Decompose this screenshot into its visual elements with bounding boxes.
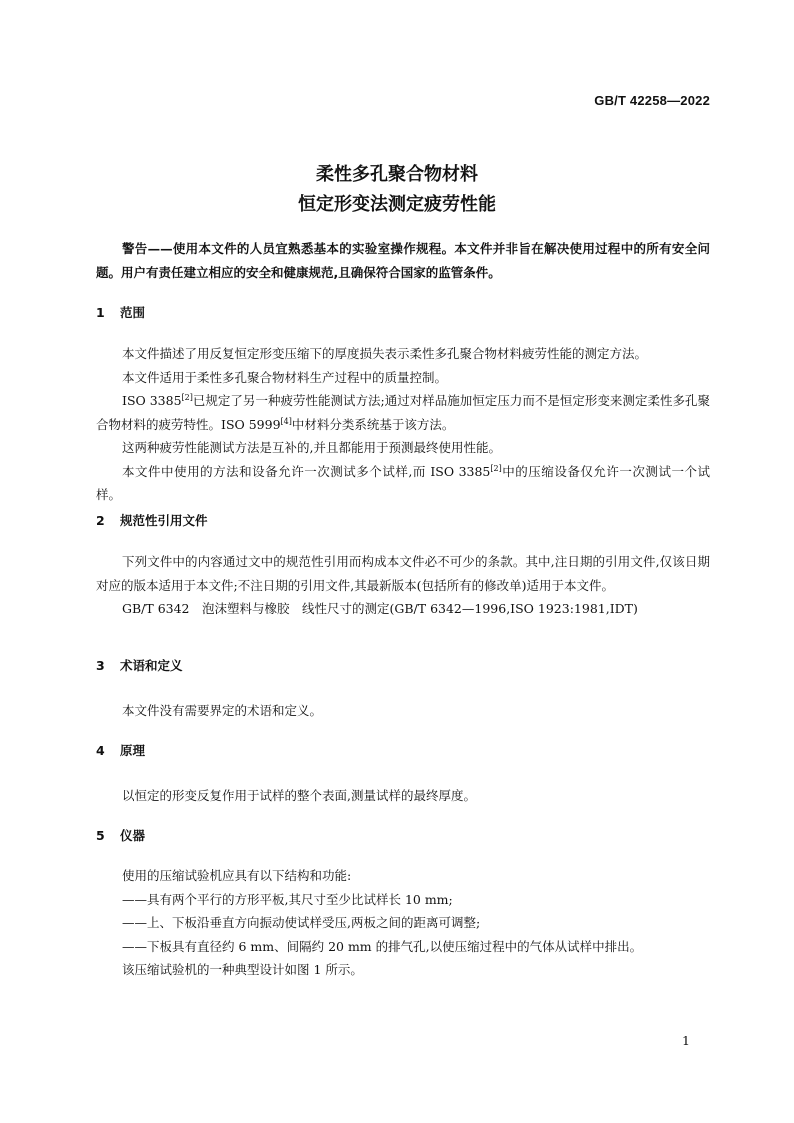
paragraph: 这两种疲劳性能测试方法是互补的,并且都能用于预测最终使用性能。 [122,440,501,455]
section-2-heading [96,512,208,530]
text: 已规定了另一种疲劳性能测试方法;通过对样品施加恒定压力而不是恒定形变来测定柔性多孔聚合物材料的疲劳特性。ISO 5999 [96,393,710,432]
paragraph: 以恒定的形变反复作用于试样的整个表面,测量试样的最终厚度。 [122,788,476,803]
text: 中的压缩设备仅允许一次测试一个试样。 [96,463,710,502]
section-4-body [96,784,710,808]
paragraph: 该压缩试验机的一种典型设计如图 1 所示。 [122,962,363,977]
reference-link[interactable]: [2] [490,463,502,473]
text: ISO 3385 [122,393,182,408]
section-3-heading [96,657,183,675]
reference-link[interactable]: [4] [280,416,292,426]
paragraph [96,460,710,507]
section-number: 3 [96,658,105,673]
section-number: 4 [96,743,105,758]
paragraph: 本文件没有需要界定的术语和定义。 [122,703,323,718]
title-line-2: 恒定形变法测定疲劳性能 [298,194,496,215]
section-title: 规范性引用文件 [120,513,208,528]
document-title [0,160,794,220]
section-number: 2 [96,513,105,528]
section-1-body [96,342,710,507]
paragraph: 本文件适用于柔性多孔聚合物材料生产过程中的质量控制。 [122,369,448,385]
section-4-heading [96,742,145,760]
standard-number: GB/T 42258—2022 [594,93,710,108]
page-number: 1 [682,1033,690,1048]
section-5-body [96,864,710,982]
section-2-body [96,550,710,621]
section-title: 原理 [120,743,146,758]
text: 中材料分类系统基于该方法。 [291,416,455,432]
warning-paragraph: 警告——使用本文件的人员宜熟悉基本的实验室操作规程。本文件并非旨在解决使用过程中的所有安全问题。用户有责任建立相应的安全和健康规范,且确保符合国家的监管条件。 [96,241,710,280]
section-number: 5 [96,828,105,843]
normative-reference: GB/T 6342 泡沫塑料与橡胶 线性尺寸的测定(GB/T 6342—1996,ISO 1923:1981,IDT) [122,601,638,616]
section-title: 仪器 [120,828,146,843]
list-item: ——下板具有直径约 6 mm、间隔约 20 mm 的排气孔,以使压缩过程中的气体从试样中排出。 [122,938,643,954]
section-5-heading [96,827,145,845]
paragraph: 下列文件中的内容通过文中的规范性引用而构成本文件必不可少的条款。其中,注日期的引用文件,仅该日期对应的版本适用于本文件;不注日期的引用文件,其最新版本(包括所有的修改单)适用于本文件。 [96,554,710,593]
section-1-heading [96,304,145,322]
text: 本文件中使用的方法和设备允许一次测试多个试样,而 ISO 3385 [122,463,491,479]
section-title: 术语和定义 [120,658,183,673]
paragraph: 本文件描述了用反复恒定形变压缩下的厚度损失表示柔性多孔聚合物材料疲劳性能的测定方法。 [122,346,648,361]
list-item: ——具有两个平行的方形平板,其尺寸至少比试样长 10 mm; [122,891,453,907]
title-line-1: 柔性多孔聚合物材料 [316,164,478,185]
list-item: ——上、下板沿垂直方向振动使试样受压,两板之间的距离可调整; [122,915,481,930]
paragraph [96,389,710,436]
section-number: 1 [96,305,105,320]
reference-link[interactable]: [2] [181,393,193,402]
section-title: 范围 [120,305,146,320]
paragraph: 使用的压缩试验机应具有以下结构和功能: [122,868,352,883]
section-3-body [96,699,710,723]
